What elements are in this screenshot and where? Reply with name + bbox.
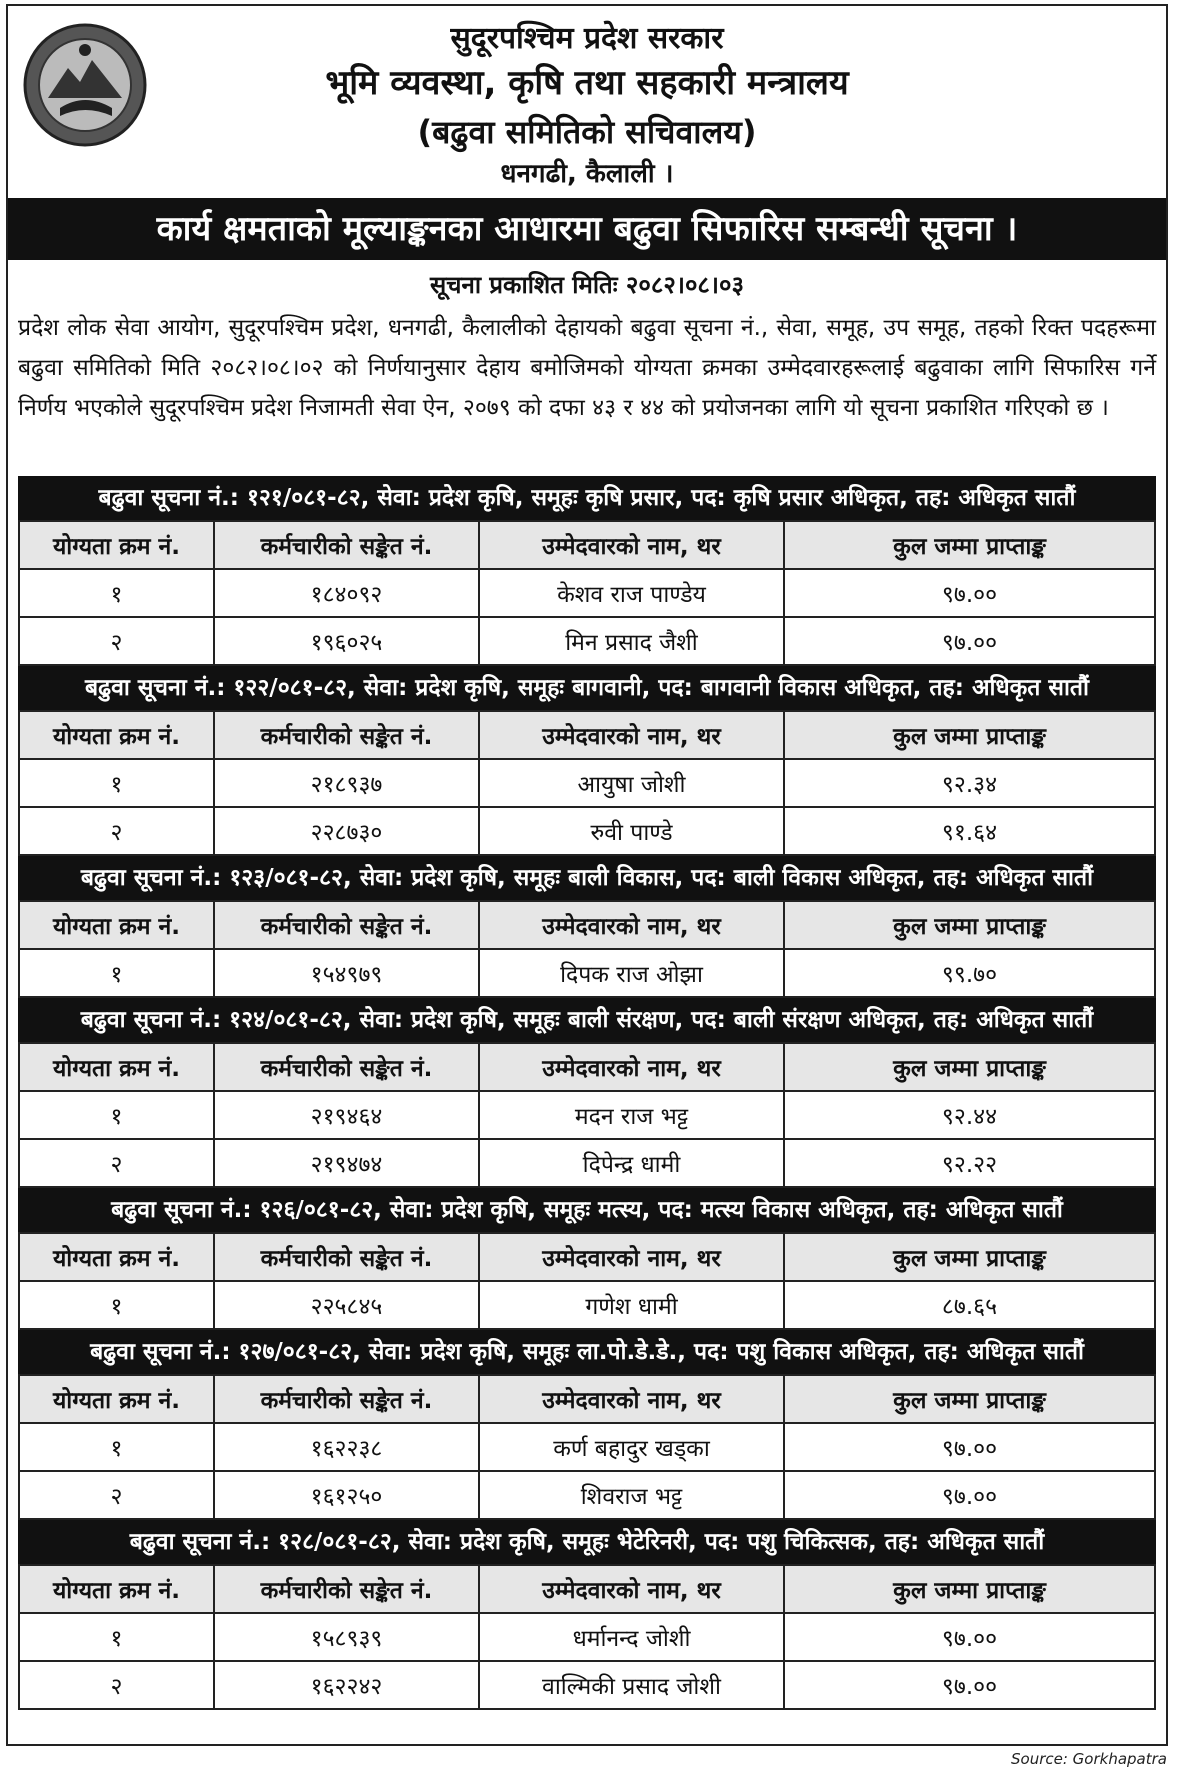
table-cell: २: [19, 1661, 214, 1709]
column-header: कर्मचारीको सङ्केत नं.: [214, 901, 479, 949]
table-header-row: [19, 901, 1155, 949]
secretariat-name: (बढुवा समितिको सचिवालय): [417, 113, 757, 151]
column-header: योग्यता क्रम नं.: [19, 1375, 214, 1423]
table-cell: दिपेन्द्र धामी: [479, 1139, 784, 1187]
table-row: [19, 1091, 1155, 1139]
table-cell: २२५८४५: [214, 1281, 479, 1329]
table-header-row: [19, 1043, 1155, 1091]
table-cell: शिवराज भट्ट: [479, 1471, 784, 1519]
office-location: धनगढी, कैलाली ।: [500, 159, 674, 189]
table-header-row: [19, 1375, 1155, 1423]
notice-heading: बढुवा सूचना नं.: १२६/०८१-८२, सेवा: प्रदेश कृषि, समूहः मत्स्य, पद: मत्स्य विकास अधिकृत, तह: अधिकृत सातौं: [18, 1188, 1156, 1232]
notice-heading: बढुवा सूचना नं.: १२७/०८१-८२, सेवा: प्रदेश कृषि, समूहः ला.पो.डे.डे., पद: पशु विकास अधिकृत, तह: अधिकृत सातौं: [18, 1330, 1156, 1374]
table-cell: गणेश धामी: [479, 1281, 784, 1329]
column-header: कुल जम्मा प्राप्ताङ्क: [784, 1233, 1155, 1281]
column-header: कर्मचारीको सङ्केत नं.: [214, 1233, 479, 1281]
table-row: [19, 1423, 1155, 1471]
column-header: कर्मचारीको सङ्केत नं.: [214, 1043, 479, 1091]
table-cell: ९७.००: [784, 1613, 1155, 1661]
candidate-table: [18, 1374, 1156, 1520]
table-cell: ९७.००: [784, 569, 1155, 617]
source-credit: Source: Gorkhapatra: [1011, 1750, 1167, 1768]
table-row: [19, 949, 1155, 997]
table-row: [19, 1471, 1155, 1519]
table-header-row: [19, 1233, 1155, 1281]
notices-container: [18, 476, 1156, 1710]
column-header: कर्मचारीको सङ्केत नं.: [214, 1375, 479, 1423]
table-cell: मदन राज भट्ट: [479, 1091, 784, 1139]
notice-heading: बढुवा सूचना नं.: १२४/०८१-८२, सेवा: प्रदेश कृषि, समूहः बाली संरक्षण, पद: बाली संरक्षण अधिकृत, तह: अधिकृत सातौं: [18, 998, 1156, 1042]
column-header: कर्मचारीको सङ्केत नं.: [214, 1565, 479, 1613]
table-cell: ८७.६५: [784, 1281, 1155, 1329]
notice-heading: बढुवा सूचना नं.: १२२/०८१-८२, सेवा: प्रदेश कृषि, समूहः बागवानी, पद: बागवानी विकास अधिकृत, तह: अधिकृत सातौं: [18, 666, 1156, 710]
table-row: [19, 1661, 1155, 1709]
table-cell: वाल्मिकी प्रसाद जोशी: [479, 1661, 784, 1709]
column-header: योग्यता क्रम नं.: [19, 711, 214, 759]
column-header: कुल जम्मा प्राप्ताङ्क: [784, 901, 1155, 949]
table-row: [19, 759, 1155, 807]
table-cell: ९७.००: [784, 1423, 1155, 1471]
column-header: कुल जम्मा प्राप्ताङ्क: [784, 521, 1155, 569]
table-cell: ९२.२२: [784, 1139, 1155, 1187]
table-cell: आयुषा जोशी: [479, 759, 784, 807]
column-header: उम्मेदवारको नाम, थर: [479, 1043, 784, 1091]
table-header-row: [19, 1565, 1155, 1613]
notice-paragraph: प्रदेश लोक सेवा आयोग, सुदूरपश्चिम प्रदेश, धनगढी, कैलालीको देहायको बढुवा सूचना नं., सेवा, समूह, उप समूह, तहको रिक्त पदहरूमा बढुवा समितिको मिति २०८२।०८।०२ को निर्णयानुसार देहाय बमोजिमको योग्यता क्रमका उम्मेदवारहरूलाई बढुवाका लागि सिफारिस गर्ने निर्णय भएकोले सुदूरपश्चिम प्रदेश निजामती सेवा ऐन, २०७९ को दफा ४३ र ४४ को प्रयोजनका लागि यो सूचना प्रकाशित गरिएको छ ।: [18, 315, 1156, 421]
table-cell: १६२२३८: [214, 1423, 479, 1471]
table-cell: २: [19, 1471, 214, 1519]
table-cell: केशव राज पाण्डेय: [479, 569, 784, 617]
column-header: कर्मचारीको सङ्केत नं.: [214, 521, 479, 569]
table-row: [19, 569, 1155, 617]
table-cell: मिन प्रसाद जैशी: [479, 617, 784, 665]
letterhead: [8, 6, 1166, 196]
table-cell: २: [19, 807, 214, 855]
column-header: उम्मेदवारको नाम, थर: [479, 901, 784, 949]
table-cell: १६२२४२: [214, 1661, 479, 1709]
table-cell: २: [19, 1139, 214, 1187]
table-cell: २१९४७४: [214, 1139, 479, 1187]
table-cell: २: [19, 617, 214, 665]
table-cell: १५८९३९: [214, 1613, 479, 1661]
table-cell: २१८९३७: [214, 759, 479, 807]
column-header: उम्मेदवारको नाम, थर: [479, 711, 784, 759]
column-header: उम्मेदवारको नाम, थर: [479, 1233, 784, 1281]
table-cell: १: [19, 569, 214, 617]
column-header: योग्यता क्रम नं.: [19, 1565, 214, 1613]
table-cell: दिपक राज ओझा: [479, 949, 784, 997]
table-cell: १: [19, 1423, 214, 1471]
table-cell: २२८७३०: [214, 807, 479, 855]
table-cell: १५४९७९: [214, 949, 479, 997]
table-row: [19, 1281, 1155, 1329]
notice-heading: बढुवा सूचना नं.: १२३/०८१-८२, सेवा: प्रदेश कृषि, समूहः बाली विकास, पद: बाली विकास अधिकृत, तह: अधिकृत सातौं: [18, 856, 1156, 900]
table-cell: १: [19, 1091, 214, 1139]
candidate-table: [18, 710, 1156, 856]
candidate-table: [18, 1564, 1156, 1710]
table-cell: १: [19, 759, 214, 807]
table-cell: ९१.६४: [784, 807, 1155, 855]
table-cell: १९६०२५: [214, 617, 479, 665]
table-cell: १८४०९२: [214, 569, 479, 617]
table-row: [19, 617, 1155, 665]
notice-title-banner: कार्य क्षमताको मूल्याङ्कनका आधारमा बढुवा सिफारिस सम्बन्धी सूचना ।: [8, 198, 1166, 260]
column-header: योग्यता क्रम नं.: [19, 521, 214, 569]
table-cell: कर्ण बहादुर खड्का: [479, 1423, 784, 1471]
notice-heading: बढुवा सूचना नं.: १२८/०८१-८२, सेवा: प्रदेश कृषि, समूहः भेटेरिनरी, पद: पशु चिकित्सक, तह: अधिकृत सातौं: [18, 1520, 1156, 1564]
table-cell: १: [19, 1281, 214, 1329]
table-cell: १६१२५०: [214, 1471, 479, 1519]
table-header-row: [19, 711, 1155, 759]
table-row: [19, 807, 1155, 855]
table-cell: १: [19, 1613, 214, 1661]
column-header: योग्यता क्रम नं.: [19, 1043, 214, 1091]
column-header: कुल जम्मा प्राप्ताङ्क: [784, 1375, 1155, 1423]
candidate-table: [18, 1232, 1156, 1330]
column-header: उम्मेदवारको नाम, थर: [479, 521, 784, 569]
column-header: उम्मेदवारको नाम, थर: [479, 1375, 784, 1423]
column-header: योग्यता क्रम नं.: [19, 901, 214, 949]
table-cell: २१९४६४: [214, 1091, 479, 1139]
table-cell: ९७.००: [784, 1661, 1155, 1709]
government-name: सुदूरपश्चिम प्रदेश सरकार: [450, 21, 724, 56]
column-header: कुल जम्मा प्राप्ताङ्क: [784, 1565, 1155, 1613]
table-cell: धर्मानन्द जोशी: [479, 1613, 784, 1661]
publish-date: सूचना प्रकाशित मितिः २०८२।०८।०३: [430, 271, 744, 299]
candidate-table: [18, 520, 1156, 666]
candidate-table: [18, 900, 1156, 998]
table-cell: १: [19, 949, 214, 997]
candidate-table: [18, 1042, 1156, 1188]
table-cell: रुवी पाण्डे: [479, 807, 784, 855]
table-row: [19, 1613, 1155, 1661]
table-cell: ९२.४४: [784, 1091, 1155, 1139]
table-cell: ९७.००: [784, 1471, 1155, 1519]
notice-page: [6, 4, 1168, 1746]
ministry-name: भूमि व्यवस्था, कृषि तथा सहकारी मन्त्रालय: [325, 63, 849, 103]
notice-heading: बढुवा सूचना नं.: १२१/०८१-८२, सेवा: प्रदेश कृषि, समूहः कृषि प्रसार, पद: कृषि प्रसार अधिकृत, तह: अधिकृत सातौं: [18, 476, 1156, 520]
table-cell: ९७.००: [784, 617, 1155, 665]
column-header: उम्मेदवारको नाम, थर: [479, 1565, 784, 1613]
table-header-row: [19, 521, 1155, 569]
table-cell: ९९.७०: [784, 949, 1155, 997]
table-row: [19, 1139, 1155, 1187]
column-header: योग्यता क्रम नं.: [19, 1233, 214, 1281]
column-header: कर्मचारीको सङ्केत नं.: [214, 711, 479, 759]
column-header: कुल जम्मा प्राप्ताङ्क: [784, 711, 1155, 759]
table-cell: ९२.३४: [784, 759, 1155, 807]
column-header: कुल जम्मा प्राप्ताङ्क: [784, 1043, 1155, 1091]
